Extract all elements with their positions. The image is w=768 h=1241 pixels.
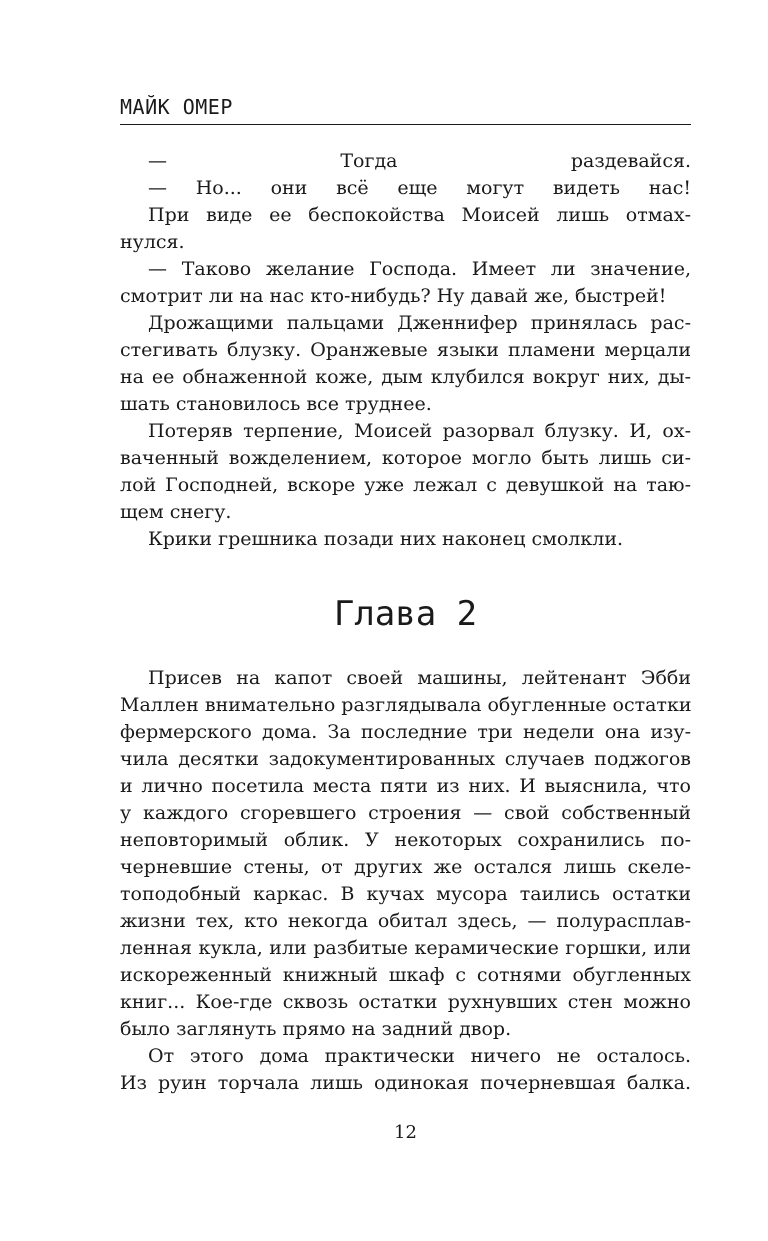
text-line: Маллен внимательно разглядывала обугленные остатки — [120, 694, 692, 716]
text-line: на ее обнаженной коже, дым клубился вокруг них, ды- — [120, 366, 691, 388]
text-line: стегивать блузку. Оранжевые языки пламени мерцали — [120, 339, 691, 361]
text-line: Дрожащими пальцами Дженнифер принялась рас- — [148, 312, 691, 334]
text-line: искореженный книжный шкаф с сотнями обугленных — [120, 964, 691, 986]
text-line: лой Господней, вскоре уже лежал с девушкой на таю- — [120, 474, 691, 496]
text-line: неповторимый облик. У некоторых сохранились по- — [120, 829, 691, 851]
text-line: — Таково желание Господа. Имеет ли значение, — [148, 258, 691, 280]
text-line: фермерского дома. За последние три недели она изу- — [120, 721, 691, 743]
text-line: — Тогда раздевайся. — [148, 150, 691, 172]
text-line: ленная кукла, или разбитые керамические горшки, или — [120, 937, 691, 959]
running-title: МАЙК ОМЕР — [120, 95, 233, 119]
text-line: жизни тех, кто некогда обитал здесь, — полурасплав- — [120, 910, 691, 932]
text-line: чила десятки задокументированных случаев поджогов — [120, 748, 691, 770]
text-line: — Но... они всё еще могут видеть нас! — [148, 177, 691, 199]
text-line: Крики грешника позади них наконец смолкли. — [148, 528, 624, 550]
text-line: щем снегу. — [120, 501, 232, 523]
text-line: черневшие стены, от других же остался лишь скеле- — [120, 856, 691, 878]
text-line: книг... Кое-где сквозь остатки рухнувших стен можно — [120, 991, 691, 1013]
text-line: От этого дома практически ничего не осталось. — [148, 1045, 691, 1067]
text-line: Из руин торчала лишь одинокая почерневшая балка. — [120, 1072, 691, 1094]
text-line: смотрит ли на нас кто-нибудь? Ну давай же, быстрей! — [120, 285, 667, 307]
text-line: нулся. — [120, 231, 185, 253]
text-line: топодобный каркас. В кучах мусора таились остатки — [120, 883, 691, 905]
page-number: 12 — [394, 1122, 417, 1143]
text-block-chapter-two — [120, 665, 691, 1097]
chapter-title: Глава 2 — [333, 594, 478, 634]
text-block-before-chapter — [120, 148, 691, 553]
text-line: Присев на капот своей машины, лейтенант Эбби — [148, 667, 691, 689]
text-line: шать становилось все труднее. — [120, 393, 432, 415]
text-line: было заглянуть прямо на задний двор. — [120, 1018, 512, 1040]
text-line: ваченный вожделением, которое могло быть лишь си- — [120, 447, 691, 469]
text-line: и лично посетила места пяти из них. И выяснила, что — [120, 775, 691, 797]
text-line: При виде ее беспокойства Моисей лишь отмах- — [148, 204, 691, 226]
text-line: Потеряв терпение, Моисей разорвал блузку. И, ох- — [148, 420, 691, 442]
text-line: у каждого сгоревшего строения — свой собственный — [120, 802, 691, 824]
running-header — [120, 96, 691, 125]
